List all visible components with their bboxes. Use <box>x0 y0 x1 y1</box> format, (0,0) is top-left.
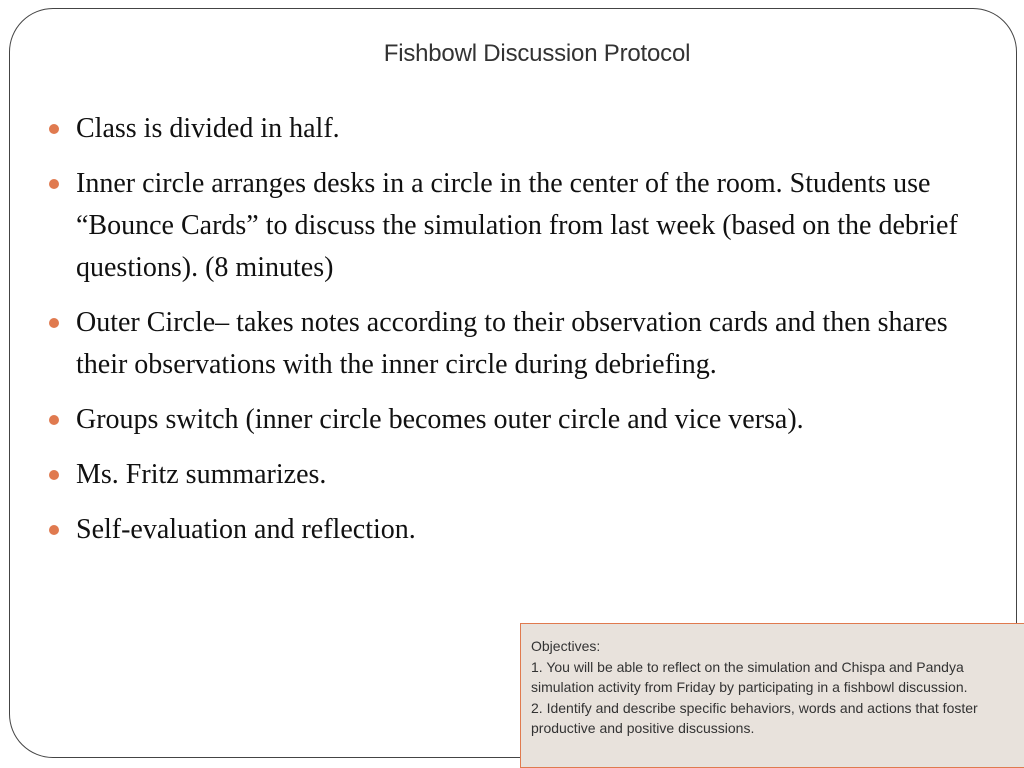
objective-item-1: 1. You will be able to reflect on the simulation and Chispa and Pandya simulation activity from Friday by participating in a fishbowl discussion. <box>531 658 968 695</box>
bullet-item <box>46 163 986 289</box>
bullet-list <box>46 108 986 564</box>
bullet-item <box>46 509 986 551</box>
bullet-text: Inner circle arranges desks in a circle in the center of the room. Students use “Bounce Cards” to discuss the simulation from last week (based on the debrief questions). (8 minutes) <box>76 168 958 283</box>
bullet-item <box>46 302 986 386</box>
bullet-item <box>46 399 986 441</box>
bullet-dot-icon <box>49 124 59 134</box>
objectives-heading: Objectives: <box>531 638 601 654</box>
bullet-dot-icon <box>49 415 59 425</box>
bullet-dot-icon <box>49 525 59 535</box>
bullet-text: Ms. Fritz summarizes. <box>76 459 327 490</box>
bullet-text: Class is divided in half. <box>76 113 340 144</box>
bullet-text: Outer Circle– takes notes according to their observation cards and then shares their observations with the inner circle during debriefing. <box>76 307 948 380</box>
bullet-dot-icon <box>49 318 59 328</box>
slide-title: Fishbowl Discussion Protocol <box>383 40 691 67</box>
bullet-text: Groups switch (inner circle becomes outer circle and vice versa). <box>76 404 804 435</box>
bullet-item <box>46 454 986 496</box>
bullet-text: Self-evaluation and reflection. <box>76 514 416 545</box>
bullet-item <box>46 108 986 150</box>
objective-item-2: 2. Identify and describe specific behaviors, words and actions that foster productive and positive discussions. <box>531 699 978 736</box>
bullet-dot-icon <box>49 179 59 189</box>
objectives-box <box>520 623 1024 768</box>
bullet-dot-icon <box>49 470 59 480</box>
